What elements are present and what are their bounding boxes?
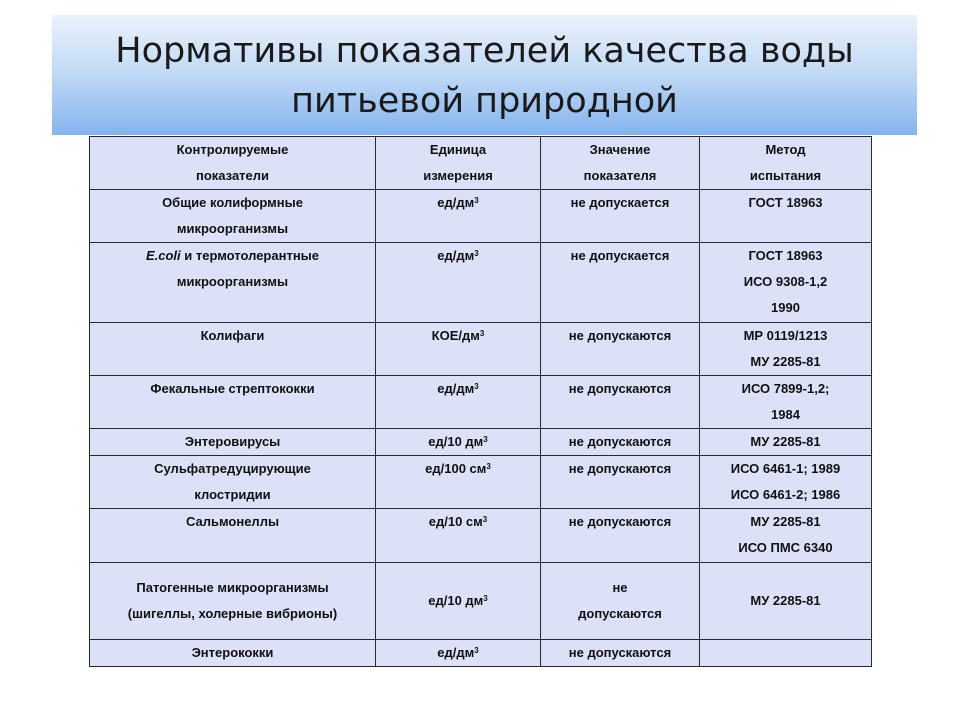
title-line-2: питьевой природной [291, 81, 678, 121]
unit-exponent: 3 [482, 515, 488, 524]
table-row [90, 563, 872, 640]
value-text: не допускаются [568, 328, 672, 343]
value-cell [541, 563, 700, 640]
value-text: не допускаются [568, 461, 672, 476]
param-text: и термотолерантные [180, 248, 320, 263]
value-text: не допускаются [568, 381, 672, 396]
header-text: Метод [765, 142, 806, 157]
method-cell [700, 323, 872, 376]
value-cell [541, 323, 700, 376]
table-row [90, 429, 872, 456]
value-cell [541, 190, 700, 243]
table-row [90, 509, 872, 563]
method-cell [700, 509, 872, 563]
unit-text: ед/дм [437, 248, 475, 263]
unit-exponent: 3 [479, 329, 485, 338]
unit-text: ед/дм [437, 195, 475, 210]
table-row [90, 243, 872, 323]
table-row [90, 323, 872, 376]
method-text: ИСО 9308-1,2 [743, 274, 828, 289]
method-cell [700, 456, 872, 509]
method-text: ИСО 6461-1; 1989 [730, 461, 841, 476]
unit-exponent: 3 [474, 646, 479, 655]
value-text: допускаются [578, 606, 662, 621]
unit-cell [376, 640, 541, 667]
water-quality-table [89, 136, 872, 667]
unit-cell [376, 456, 541, 509]
value-text: не допускаются [568, 514, 672, 529]
param-text: Фекальные стрептококки [150, 381, 315, 396]
method-cell [700, 190, 872, 243]
param-cell [90, 190, 376, 243]
value-text: не [612, 580, 628, 595]
value-cell [541, 456, 700, 509]
param-cell [90, 243, 376, 323]
unit-cell [376, 323, 541, 376]
unit-exponent: 3 [483, 435, 488, 444]
param-text: Патогенные микроорганизмы [136, 580, 329, 595]
method-cell [700, 563, 872, 640]
method-cell [700, 429, 872, 456]
param-cell [90, 376, 376, 429]
value-text: не допускается [570, 195, 670, 210]
header-value [541, 137, 700, 190]
method-text: ГОСТ 18963 [748, 248, 823, 263]
method-text: ГОСТ 18963 [748, 195, 823, 210]
param-cell [90, 563, 376, 640]
header-text: измерения [423, 168, 493, 183]
unit-cell [376, 243, 541, 323]
param-text: Общие колиформные [162, 195, 303, 210]
unit-text: ед/10 дм [428, 593, 484, 608]
table-header-row [90, 137, 872, 190]
method-text: МУ 2285-81 [750, 354, 821, 369]
method-text: МУ 2285-81 [750, 514, 821, 529]
method-cell [700, 243, 872, 323]
header-text: Единица [429, 142, 487, 157]
method-cell [700, 640, 872, 667]
value-cell [541, 640, 700, 667]
unit-exponent: 3 [486, 462, 491, 471]
value-text: не допускаются [568, 645, 672, 660]
method-text: ИСО 7899-1,2; [741, 381, 830, 396]
value-cell [541, 429, 700, 456]
header-text: Контролируемые [176, 142, 289, 157]
param-text: Сальмонеллы [185, 514, 280, 529]
param-text: микроорганизмы [176, 274, 289, 289]
unit-cell [376, 190, 541, 243]
header-text: показатели [195, 168, 270, 183]
table-row [90, 190, 872, 243]
header-param [90, 137, 376, 190]
unit-exponent: 3 [474, 196, 479, 205]
header-text: испытания [749, 168, 822, 183]
param-italic-text: E.coli [145, 248, 181, 263]
table-row [90, 456, 872, 509]
unit-text: ед/дм [437, 381, 475, 396]
param-text: (шигеллы, холерные вибрионы) [127, 606, 338, 621]
method-text: МУ 2285-81 [750, 593, 821, 608]
table-row [90, 640, 872, 667]
title-line-1: Нормативы показателей качества воды [115, 31, 854, 71]
header-text: Значение [589, 142, 651, 157]
param-cell [90, 429, 376, 456]
value-text: не допускаются [568, 434, 672, 449]
unit-text: ед/дм [437, 645, 475, 660]
unit-text: КОЕ/дм [431, 328, 480, 343]
unit-cell [376, 429, 541, 456]
table-row [90, 376, 872, 429]
value-cell [541, 243, 700, 323]
param-cell [90, 640, 376, 667]
param-text: микроорганизмы [176, 221, 289, 236]
method-text: 1990 [771, 300, 800, 315]
unit-exponent: 3 [474, 382, 479, 391]
param-text: Сульфатредуцирующие [154, 461, 311, 476]
method-text: 1984 [771, 407, 800, 422]
method-text: ИСО ПМС 6340 [738, 540, 833, 555]
method-text: ИСО 6461-2; 1986 [730, 487, 841, 502]
param-text: Колифаги [200, 328, 265, 343]
unit-cell [376, 563, 541, 640]
param-cell [90, 456, 376, 509]
unit-text: ед/100 см [425, 461, 487, 476]
param-cell [90, 323, 376, 376]
header-method [700, 137, 872, 190]
method-cell [700, 376, 872, 429]
header-text: показателя [583, 168, 657, 183]
slide-title [52, 26, 917, 126]
unit-cell [376, 376, 541, 429]
param-text: Энтерококки [191, 645, 274, 660]
unit-text: ед/10 дм [428, 434, 484, 449]
param-cell [90, 509, 376, 563]
unit-exponent: 3 [483, 594, 488, 603]
value-cell [541, 376, 700, 429]
unit-text: ед/10 см [428, 514, 483, 529]
method-text: МР 0119/1213 [743, 328, 828, 343]
header-unit [376, 137, 541, 190]
unit-exponent: 3 [474, 249, 479, 258]
param-text: клостридии [194, 487, 271, 502]
value-text: не допускается [570, 248, 670, 263]
unit-cell [376, 509, 541, 563]
param-text: Энтеровирусы [184, 434, 281, 449]
value-cell [541, 509, 700, 563]
method-text: МУ 2285-81 [750, 434, 821, 449]
